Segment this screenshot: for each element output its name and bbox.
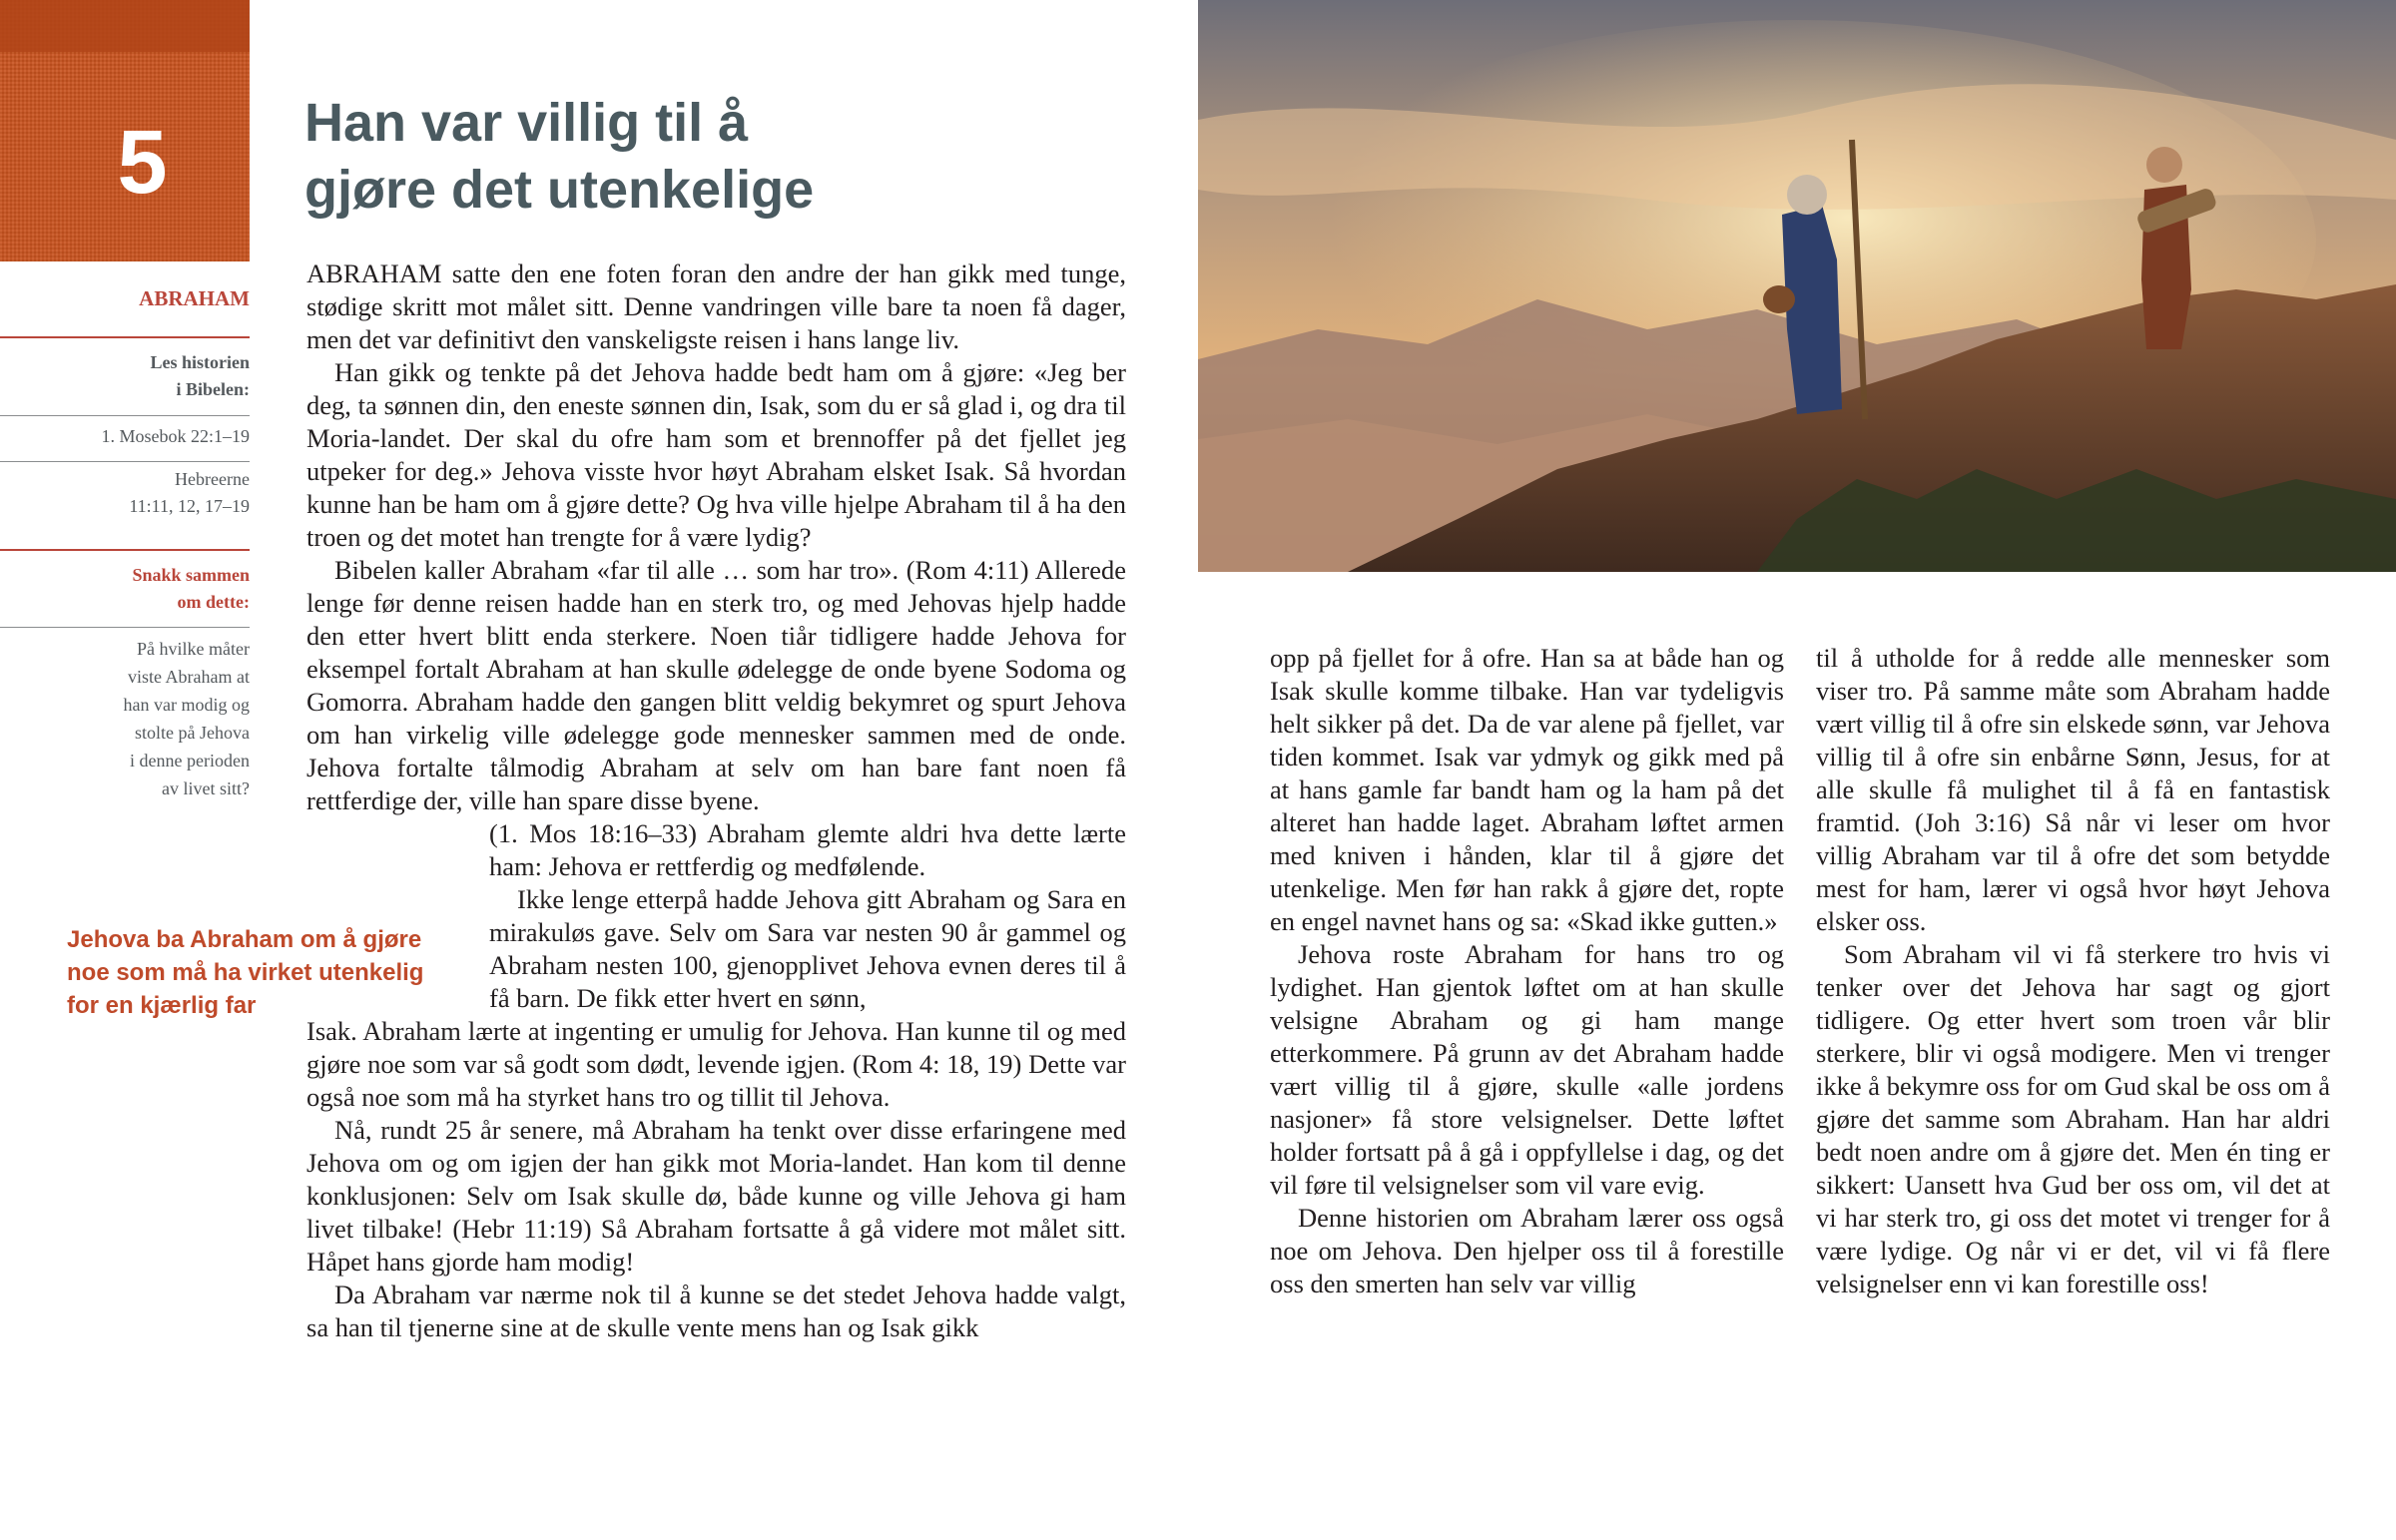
bible-ref-2-line-1: Hebreerne	[175, 469, 250, 489]
pull-quote-line: noe som må ha virket utenkelig	[67, 959, 424, 986]
discuss-label-line-1: Snakk sammen	[132, 565, 250, 585]
paragraph: (1. Mos 18:16–33) Abraham glemte aldri hva dette lærte ham: Jehova er rettferdig og medfølende.	[489, 818, 1126, 881]
bible-ref-1: 1. Mosebok 22:1–19	[101, 426, 250, 446]
bible-ref-2	[0, 466, 250, 520]
illustration-abraham-isaac	[1198, 0, 2396, 572]
read-label-line-2: i Bibelen:	[176, 379, 250, 399]
question-line: viste Abraham at	[128, 667, 250, 687]
question-line: i denne perioden	[130, 751, 250, 770]
chapter-box-band	[0, 0, 250, 52]
text-column-1	[306, 257, 1126, 1344]
read-label	[0, 349, 250, 403]
paragraph: Isak. Abraham lærte at ingenting er umulig for Jehova. Han kunne til og med gjøre noe som var så godt som dødt, levende igjen. (Rom 4: 18, 19) Dette var også noe som må ha styrket hans tro og tillit til Jehova.	[306, 1016, 1126, 1112]
paragraph: ABRAHAM satte den ene foten foran den andre der han gikk med tunge, stødige skritt mot målet sitt. Denne vandringen ville bare ta noen få dager, men det var definitivt den vanskeligste reisen i hans lange liv.	[306, 258, 1126, 354]
paragraph: Jehova roste Abraham for hans tro og lydighet. Han gjentok løftet om at han skulle velsigne Abraham og gi ham mange etterkommere. På grunn av det Abraham hadde vært villig til å gjøre, skulle «alle jordens nasjoner» få store velsignelser. Dette løftet holder fortsatt på å gå i oppfyllelse i dag, og det vil føre til velsignelser som vil vare evig.	[1270, 939, 1784, 1200]
paragraph: Nå, rundt 25 år senere, må Abraham ha tenkt over disse erfaringene med Jehova om og om igjen der han gikk mot Moria-landet. Han kom til denne konklusjonen: Selv om Isak skulle dø, både kunne og ville Jehova gi ham livet tilbake! (Hebr 11:19) Så Abraham fortsatte å gå videre mot målet sitt. Håpet hans gjorde ham modig!	[306, 1115, 1126, 1277]
discussion-question	[0, 635, 250, 802]
illustration-svg	[1198, 0, 2396, 572]
text-column-3	[1816, 642, 2330, 1300]
bible-ref-2-line-2: 11:11, 12, 17–19	[129, 496, 250, 516]
sidebar-rule-4	[0, 549, 250, 551]
title-line-1: Han var villig til å	[304, 93, 749, 153]
discuss-label	[0, 562, 250, 616]
sidebar-rule-3	[0, 461, 250, 462]
paragraph: til å utholde for å redde alle mennesker som viser tro. På samme måte som Abraham hadde vært villig til å ofre sin elskede sønn, var Jehova villig til å ofre sin enbårne Sønn, Jesus, for at alle skulle få mulighet til å få en fantastisk framtid. (Joh 3:16) Så når vi leser om hvor villig Abraham var til å ofre det som betydde mest for ham, lærer vi også hvor høyt Jehova elsker oss.	[1816, 643, 2330, 936]
sidebar-rule-2	[0, 415, 250, 416]
pull-quote-line: Jehova ba Abraham om å gjøre	[67, 926, 422, 953]
paragraph: Denne historien om Abraham lærer oss også noe om Jehova. Den hjelper oss til å forestille oss den smerten han selv var villig	[1270, 1203, 1784, 1298]
sidebar-rule-5	[0, 627, 250, 628]
paragraph: Da Abraham var nærme nok til å kunne se det stedet Jehova hadde valgt, sa han til tjenerne sine at de skulle vente mens han og Isak gikk	[306, 1280, 1126, 1342]
title-line-2: gjøre det utenkelige	[304, 160, 815, 220]
paragraph: Ikke lenge etterpå hadde Jehova gitt Abraham og Sara en mirakuløs gave. Selv om Sara var nesten 90 år gammel og Abraham nesten 100, gjenopplivet Jehova evnen deres til å få barn. De fikk etter hvert en sønn,	[489, 884, 1126, 1013]
text-column-2	[1270, 642, 1784, 1300]
question-line: På hvilke måter	[137, 639, 250, 659]
paragraph: opp på fjellet for å ofre. Han sa at både han og Isak skulle komme tilbake. Han var tydeligvis helt sikker på det. Da de var alene på fjellet, var tiden kommet. Isak var ydmyk og gikk med på at hans gamle far bandt ham og la ham på det alteret han hadde laget. Abraham løftet armen med kniven i hånden, klar til å gjøre det utenkelige. Men før han rakk å gjøre det, ropte en engel navnet hans og sa: «Skad ikke gutten.»	[1270, 643, 1784, 936]
question-line: han var modig og	[123, 695, 250, 715]
read-label-line-1: Les historien	[150, 352, 250, 372]
discuss-label-line-2: om dette:	[177, 592, 250, 612]
sidebar-rule-1	[0, 336, 250, 338]
pull-quote-line: for en kjærlig far	[67, 992, 257, 1019]
paragraph: Bibelen kaller Abraham «far til alle … som har tro». (Rom 4:11) Allerede lenge før denne reisen hadde han en sterk tro, og med Jehovas hjelp hadde den etter hvert blitt enda sterkere. Noen tiår tidligere hadde Jehova for eksempel fortalt Abraham at han skulle ødelegge de onde byene Sodoma og Gomorra. Abraham hadde den gangen blitt veldig bekymret og spurt Jehova om han virkelig ville ødelegge gode mennesker sammen med de onde. Jehova fortalte tålmodig Abraham at selv om han bare fant noen få rettferdige der, ville han spare disse byene.	[306, 555, 1126, 815]
page-title	[304, 90, 814, 224]
paragraph: Som Abraham vil vi få sterkere tro hvis vi tenker over det Jehova har sagt og gjort tidligere. Og etter hvert som troen vår blir sterkere, blir vi også modigere. Men vi trenger ikke å bekymre oss for om Gud skal be oss om å gjøre det samme som Abraham. Han har aldri bedt noen andre om å gjøre det. Men én ting er sikkert: Uansett hva Gud ber oss om, vil det at vi har sterk tro, gi oss det motet vi trenger for å være lydige. Og når vi er det, vil vi få flere velsignelser enn vi kan forestille oss!	[1816, 939, 2330, 1298]
question-line: av livet sitt?	[162, 778, 250, 798]
paragraph: Han gikk og tenkte på det Jehova hadde bedt ham om å gjøre: «Jeg ber deg, ta sønnen din, den eneste sønnen din, Isak, som du er så glad i, og dra til Moria-landet. Der skal du ofre ham som et brennoffer på det fjellet jeg utpeker for deg.» Jehova visste hvor høyt Abraham elsket Isak. Så hvordan kunne han be ham om å gjøre dette? Og hva ville hjelpe Abraham til å ha den troen og det motet han trengte for å være lydig?	[306, 357, 1126, 552]
wrapped-block	[489, 817, 1126, 1015]
chapter-number: 5	[117, 113, 168, 213]
question-line: stolte på Jehova	[135, 723, 250, 743]
chapter-name: ABRAHAM	[139, 286, 250, 310]
